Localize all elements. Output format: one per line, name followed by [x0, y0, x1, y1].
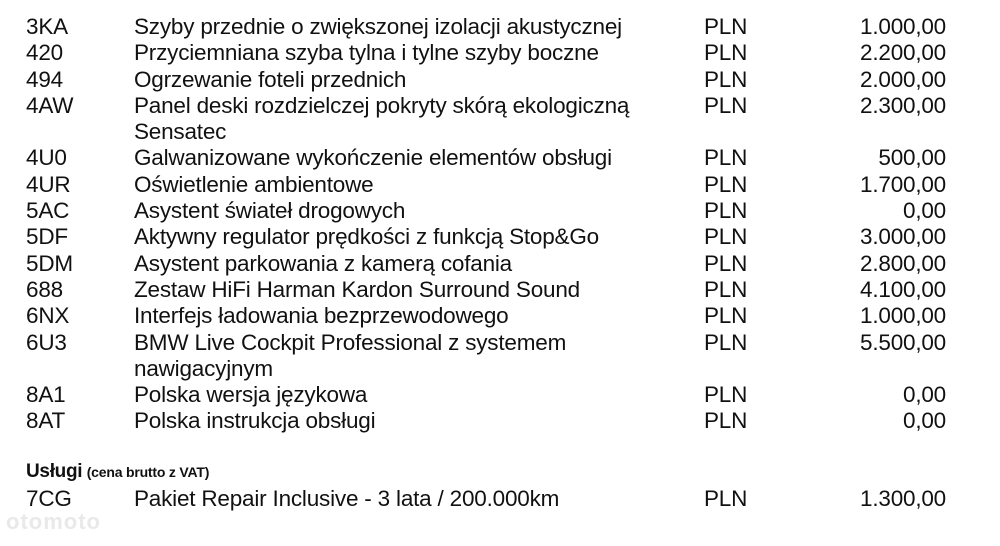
- option-code: 6U3: [26, 329, 67, 355]
- option-price: 0,00: [903, 408, 946, 434]
- option-description: Panel deski rozdzielczej pokryty skórą ekologiczną Sensatec: [134, 92, 630, 145]
- option-price: 0,00: [903, 382, 946, 408]
- service-price: 1.300,00: [860, 485, 946, 511]
- table-row: [26, 67, 946, 93]
- option-price: 2.300,00: [860, 92, 946, 118]
- option-description: Przyciemniana szyba tylna i tylne szyby boczne: [134, 40, 599, 66]
- option-description: Oświetlenie ambientowe: [134, 171, 374, 197]
- services-title: Usługi: [26, 460, 83, 482]
- option-currency: PLN: [704, 171, 748, 197]
- option-price: 2.000,00: [860, 66, 946, 92]
- option-description: Szyby przednie o zwiększonej izolacji akustycznej: [134, 14, 622, 39]
- option-description: Polska wersja językowa: [134, 382, 368, 408]
- option-code: 8A1: [26, 382, 66, 408]
- option-code: 688: [26, 276, 63, 302]
- option-description: Asystent świateł drogowych: [134, 198, 406, 224]
- option-description: Interfejs ładowania bezprzewodowego: [134, 303, 509, 329]
- table-row: [26, 408, 946, 434]
- table-row: [26, 251, 946, 277]
- option-currency: PLN: [704, 14, 748, 39]
- option-code: 5AC: [26, 198, 70, 224]
- option-code: 4UR: [26, 171, 71, 197]
- option-description: Ogrzewanie foteli przednich: [134, 66, 407, 92]
- option-code: 5DM: [26, 250, 73, 276]
- services-heading: [26, 459, 946, 486]
- option-description: Zestaw HiFi Harman Kardon Surround Sound: [134, 276, 580, 302]
- option-code: 8AT: [26, 408, 65, 434]
- option-price: 2.800,00: [860, 250, 946, 276]
- option-description: Galwanizowane wykończenie elementów obsługi: [134, 145, 612, 171]
- table-row: [26, 277, 946, 303]
- option-currency: PLN: [704, 66, 748, 92]
- option-code: 5DF: [26, 224, 68, 250]
- option-currency: PLN: [704, 92, 748, 118]
- table-row: [26, 303, 946, 329]
- option-description: Polska instrukcja obsługi: [134, 408, 376, 434]
- option-code: 6NX: [26, 303, 70, 329]
- option-price: 3.000,00: [860, 224, 946, 250]
- option-currency: PLN: [704, 303, 748, 329]
- option-currency: PLN: [704, 276, 748, 302]
- option-currency: PLN: [704, 408, 748, 434]
- table-row: [26, 40, 946, 66]
- option-price: 2.200,00: [860, 40, 946, 66]
- option-currency: PLN: [704, 250, 748, 276]
- option-code: 420: [26, 40, 63, 66]
- option-price: 5.500,00: [860, 329, 946, 355]
- table-row: [26, 224, 946, 250]
- option-code: 3KA: [26, 14, 68, 39]
- option-currency: PLN: [704, 224, 748, 250]
- table-row: [26, 382, 946, 408]
- option-code: 494: [26, 66, 63, 92]
- option-description: BMW Live Cockpit Professional z systemem nawigacyjnym: [134, 329, 567, 381]
- services-note: (cena brutto z VAT): [86, 463, 210, 480]
- table-row: [26, 330, 946, 383]
- price-list: [26, 14, 946, 512]
- table-row: [26, 172, 946, 198]
- option-price: 1.700,00: [860, 171, 946, 197]
- option-code: 4AW: [26, 92, 74, 118]
- option-description: Asystent parkowania z kamerą cofania: [134, 250, 512, 276]
- option-currency: PLN: [704, 329, 748, 355]
- option-price: 4.100,00: [860, 276, 946, 302]
- option-price: 1.000,00: [860, 14, 946, 39]
- service-currency: PLN: [704, 485, 748, 511]
- option-currency: PLN: [704, 40, 748, 66]
- option-currency: PLN: [704, 198, 748, 224]
- option-price: 1.000,00: [860, 303, 946, 329]
- option-price: 500,00: [878, 145, 946, 171]
- service-code: 7CG: [26, 485, 72, 511]
- option-code: 4U0: [26, 145, 67, 171]
- service-description: Pakiet Repair Inclusive - 3 lata / 200.000km: [134, 485, 560, 511]
- table-row: [26, 14, 946, 40]
- table-row: [26, 93, 946, 146]
- table-row: [26, 145, 946, 171]
- option-description: Aktywny regulator prędkości z funkcją Stop&Go: [134, 224, 599, 250]
- table-row: [26, 486, 946, 512]
- option-currency: PLN: [704, 382, 748, 408]
- table-row: [26, 198, 946, 224]
- watermark-logo: otomoto: [6, 509, 101, 534]
- option-currency: PLN: [704, 145, 748, 171]
- option-price: 0,00: [903, 198, 946, 224]
